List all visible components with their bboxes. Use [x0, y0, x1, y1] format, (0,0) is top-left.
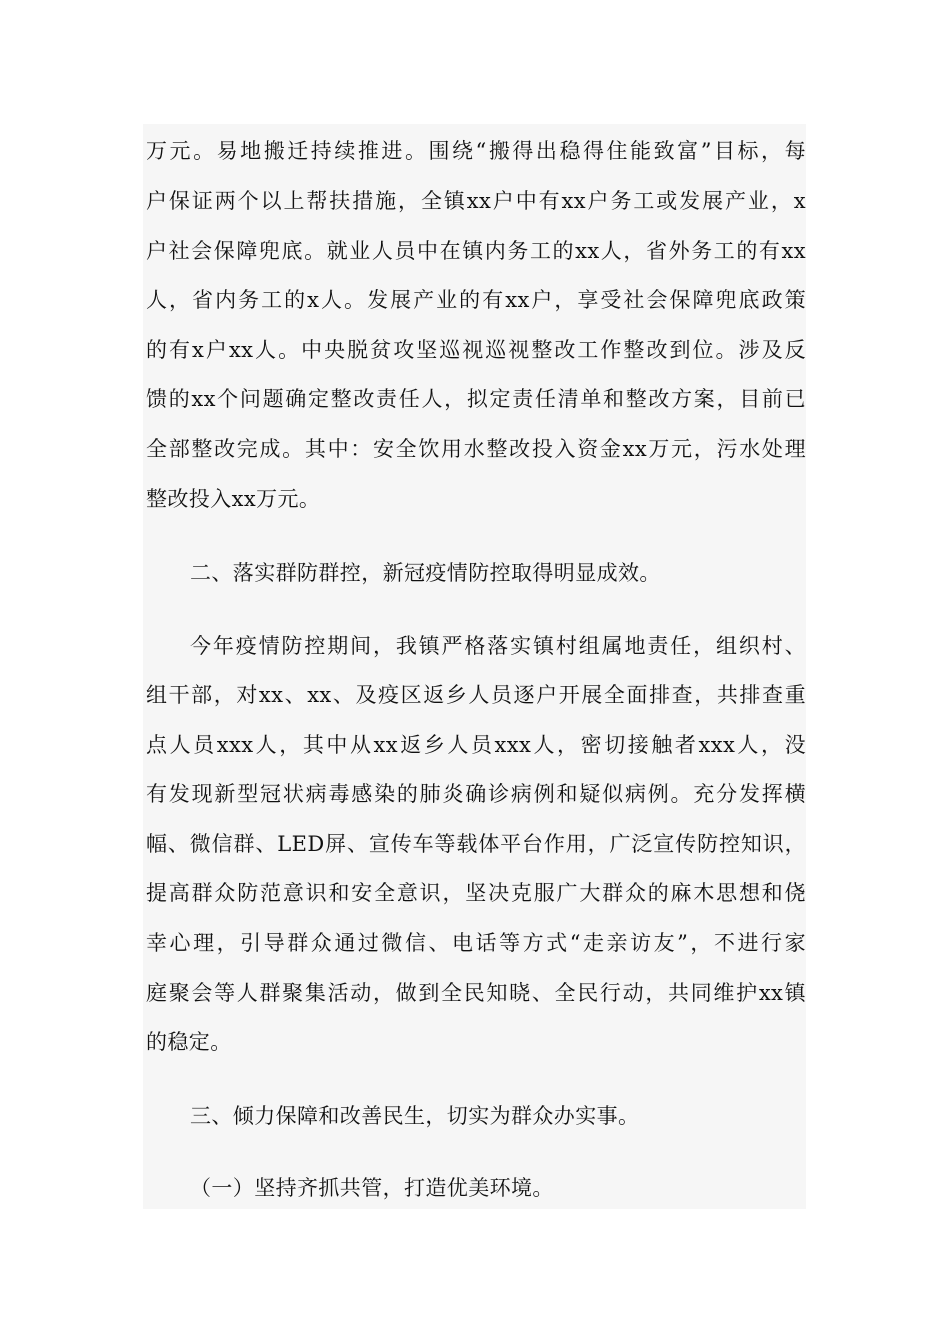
paragraph-line: 户社会保障兜底。就业人员中在镇内务工的xx人，省外务工的有xx [146, 239, 806, 263]
paragraph-line: 人，省内务工的x人。发展产业的有xx户，享受社会保障兜底政策 [146, 288, 806, 312]
section-heading: 二、落实群防群控，新冠疫情防控取得明显成效。 [190, 561, 661, 585]
paragraph-line: 提高群众防范意识和安全意识，坚决克服广大群众的麻木思想和侥 [146, 881, 806, 905]
paragraph-line: 的稳定。 [146, 1030, 232, 1054]
paragraph-line: 庭聚会等人群聚集活动，做到全民知晓、全民行动，共同维护xx镇 [146, 981, 806, 1005]
paragraph-line: 整改投入xx万元。 [146, 487, 321, 511]
paragraph-line: 幅、微信群、LED屏、宣传车等载体平台作用，广泛宣传防控知识， [146, 832, 806, 856]
paragraph-line: 幸心理，引导群众通过微信、电话等方式“走亲访友”，不进行家 [146, 931, 806, 955]
paragraph-line: 全部整改完成。其中：安全饮用水整改投入资金xx万元，污水处理 [146, 437, 806, 461]
paragraph-line: 组干部，对xx、xx、及疫区返乡人员逐户开展全面排查，共排查重 [146, 683, 806, 707]
paragraph-line: 户保证两个以上帮扶措施，全镇xx户中有xx户务工或发展产业，x [146, 189, 806, 213]
paragraph-line: 点人员xxx人，其中从xx返乡人员xxx人，密切接触者xxx人，没 [146, 733, 806, 757]
subsection-heading: （一）坚持齐抓共管，打造优美环境。 [190, 1176, 554, 1200]
paragraph-line: 有发现新型冠状病毒感染的肺炎确诊病例和疑似病例。充分发挥横 [146, 782, 806, 806]
paragraph-line: 的有x户xx人。中央脱贫攻坚巡视巡视整改工作整改到位。涉及反 [146, 338, 806, 362]
paragraph-line: 今年疫情防控期间，我镇严格落实镇村组属地责任，组织村、 [190, 634, 806, 658]
section-heading: 三、倾力保障和改善民生，切实为群众办实事。 [190, 1104, 640, 1128]
paragraph-line: 馈的xx个问题确定整改责任人，拟定责任清单和整改方案，目前已 [146, 387, 806, 411]
paragraph-line: 万元。易地搬迁持续推进。围绕“搬得出稳得住能致富”目标，每 [146, 139, 806, 163]
